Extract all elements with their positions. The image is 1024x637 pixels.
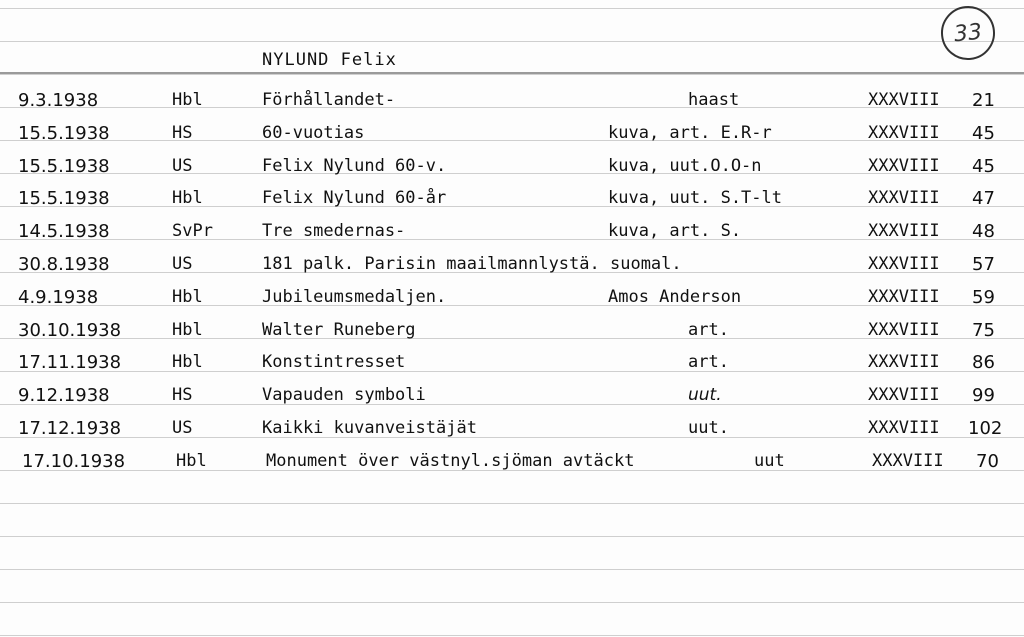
entry-title: Walter Runeberg bbox=[262, 319, 416, 340]
entry-volume: XXXVIII bbox=[868, 155, 940, 176]
entry-row bbox=[0, 248, 1024, 281]
entry-page: 70 bbox=[976, 450, 999, 472]
entry-note: kuva, uut. S.T-lt bbox=[608, 188, 782, 209]
entry-note: kuva, art. S. bbox=[608, 221, 742, 242]
entry-volume: XXXVIII bbox=[872, 450, 944, 471]
entry-newspaper: SvPr bbox=[172, 221, 213, 242]
header-rule bbox=[0, 72, 1024, 74]
entry-newspaper: Hbl bbox=[172, 188, 203, 209]
entry-list bbox=[0, 84, 1024, 478]
entry-title: Konstintresset bbox=[262, 352, 406, 373]
entry-date: 15.5.1938 bbox=[18, 155, 110, 177]
entry-date: 30.10.1938 bbox=[18, 319, 122, 341]
entry-title: 60-vuotias bbox=[262, 122, 365, 143]
entry-row bbox=[0, 379, 1024, 412]
entry-date: 14.5.1938 bbox=[18, 221, 110, 243]
entry-date: 17.11.1938 bbox=[18, 352, 122, 374]
card-number-stamp bbox=[938, 3, 997, 62]
entry-note: uut. bbox=[688, 417, 729, 438]
entry-page: 86 bbox=[972, 352, 995, 374]
entry-page: 45 bbox=[972, 122, 995, 144]
entry-newspaper: Hbl bbox=[172, 286, 203, 307]
entry-page: 47 bbox=[972, 188, 995, 210]
card-number: 33 bbox=[952, 19, 984, 47]
entry-row bbox=[0, 117, 1024, 150]
entry-newspaper: Hbl bbox=[176, 450, 207, 471]
entry-page: 57 bbox=[972, 253, 995, 275]
entry-row bbox=[0, 281, 1024, 314]
entry-date: 17.10.1938 bbox=[22, 450, 126, 472]
entry-title: Monument över västnyl.sjöman avtäckt bbox=[266, 450, 635, 471]
entry-volume: XXXVIII bbox=[868, 352, 940, 373]
entry-title: 181 palk. Parisin maailmannlystä. suomal. bbox=[262, 253, 682, 274]
entry-row bbox=[0, 150, 1024, 183]
entry-page: 75 bbox=[972, 319, 995, 341]
entry-date: 9.12.1938 bbox=[18, 385, 110, 407]
entry-volume: XXXVIII bbox=[868, 319, 940, 340]
entry-page: 21 bbox=[972, 90, 995, 111]
entry-volume: XXXVIII bbox=[868, 188, 940, 209]
entry-row bbox=[0, 314, 1024, 347]
entry-title: Vapauden symboli bbox=[262, 385, 426, 406]
entry-volume: XXXVIII bbox=[868, 90, 940, 110]
entry-date: 30.8.1938 bbox=[18, 253, 110, 275]
entry-note: haast bbox=[688, 90, 740, 110]
entry-page: 48 bbox=[972, 221, 995, 243]
entry-row bbox=[0, 215, 1024, 248]
entry-date: 15.5.1938 bbox=[18, 122, 110, 144]
card-heading-name: NYLUND Felix bbox=[262, 50, 397, 70]
entry-volume: XXXVIII bbox=[868, 122, 940, 143]
entry-page: 102 bbox=[968, 417, 1003, 439]
entry-row bbox=[0, 84, 1024, 117]
entry-newspaper: HS bbox=[172, 122, 193, 143]
entry-row bbox=[0, 182, 1024, 215]
entry-date: 9.3.1938 bbox=[18, 90, 99, 111]
entry-title: Felix Nylund 60-år bbox=[262, 188, 447, 209]
entry-row bbox=[0, 346, 1024, 379]
entry-row bbox=[0, 445, 1024, 478]
entry-newspaper: Hbl bbox=[172, 352, 203, 373]
entry-page: 59 bbox=[972, 286, 995, 308]
entry-note: kuva, art. E.R-r bbox=[608, 122, 772, 143]
entry-title: Jubileumsmedaljen. bbox=[262, 286, 447, 307]
entry-row bbox=[0, 412, 1024, 445]
entry-note-handwritten: uut. bbox=[688, 385, 722, 406]
entry-date: 17.12.1938 bbox=[18, 417, 122, 439]
entry-newspaper: HS bbox=[172, 385, 193, 406]
entry-title: Kaikki kuvanveistäjät bbox=[262, 417, 477, 438]
entry-newspaper: Hbl bbox=[172, 90, 203, 110]
entry-volume: XXXVIII bbox=[868, 286, 940, 307]
entry-note: kuva, uut.O.O-n bbox=[608, 155, 762, 176]
entry-volume: XXXVIII bbox=[868, 221, 940, 242]
entry-title: Felix Nylund 60-v. bbox=[262, 155, 447, 176]
entry-note: Amos Anderson bbox=[608, 286, 742, 307]
entry-volume: XXXVIII bbox=[868, 417, 940, 438]
entry-page: 45 bbox=[972, 155, 995, 177]
entry-newspaper: US bbox=[172, 417, 193, 438]
entry-title: Tre smedernas- bbox=[262, 221, 406, 242]
entry-note: uut bbox=[754, 450, 785, 471]
entry-note: art. bbox=[688, 352, 729, 373]
entry-newspaper: Hbl bbox=[172, 319, 203, 340]
entry-volume: XXXVIII bbox=[868, 253, 940, 274]
entry-newspaper: US bbox=[172, 155, 193, 176]
entry-page: 99 bbox=[972, 385, 995, 407]
entry-note: art. bbox=[688, 319, 729, 340]
entry-volume: XXXVIII bbox=[868, 385, 940, 406]
entry-newspaper: US bbox=[172, 253, 193, 274]
entry-date: 4.9.1938 bbox=[18, 286, 99, 308]
entry-date: 15.5.1938 bbox=[18, 188, 110, 210]
entry-title: Förhållandet- bbox=[262, 90, 396, 110]
